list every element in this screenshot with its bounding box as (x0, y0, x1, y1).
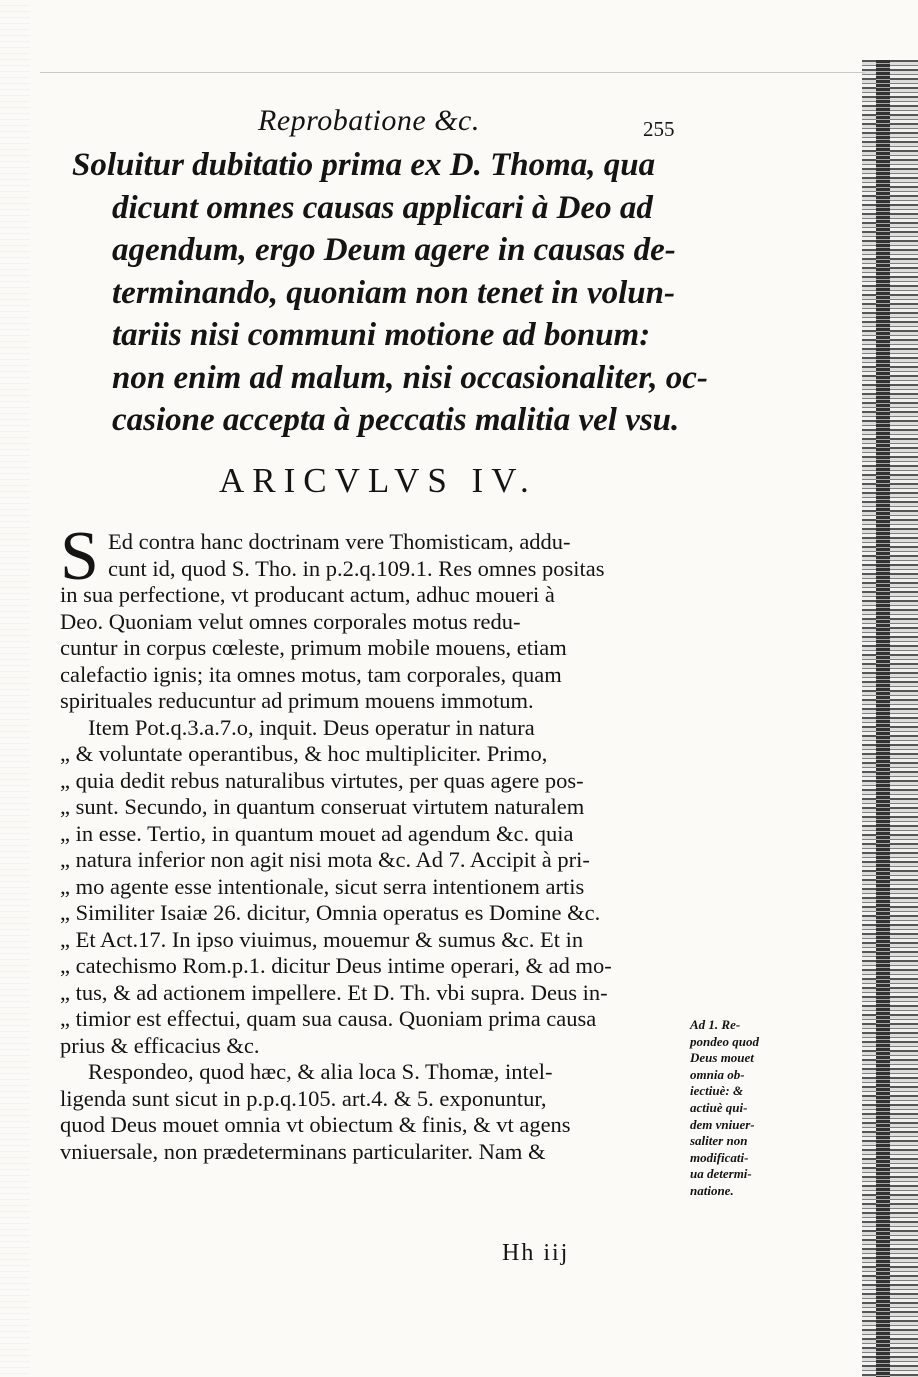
marginal-note-line: Ad 1. Re- (690, 1017, 741, 1032)
binding-gutter (862, 60, 918, 1377)
text-line: „ natura inferior non agit nisi mota &c. Ad 7. Accipit à pri- (60, 847, 590, 872)
text-line: „ Et Act.17. In ipso viuimus, mouemur & sumus &c. Et in (60, 926, 584, 952)
marginal-note-line: pondeo quod (690, 1033, 759, 1049)
signature-mark: Hh iij (502, 1240, 570, 1266)
text-line: cunt id, quod S. Tho. in p.2.q.109.1. Res omnes positas (108, 555, 605, 581)
page-number: 255 (643, 117, 675, 141)
text-line: Respondeo, quod hæc, & alia loca S. Thomæ, intel- (88, 1059, 553, 1084)
heading-line: tariis nisi communi motione ad bonum: (112, 317, 651, 353)
text-line: quod Deus mouet omnia vt obiectum & finis, & vt agens (60, 1112, 571, 1137)
text-line: calefactio ignis; ita omnes motus, tam corporales, quam (60, 661, 562, 687)
body-text (60, 518, 684, 1165)
text-line: „ catechismo Rom.p.1. dicitur Deus intime operari, & ad mo- (60, 953, 612, 978)
text-line: „ & voluntate operantibus, & hoc multipliciter. Primo, (60, 741, 548, 766)
marginal-note-line: Deus mouet (690, 1050, 754, 1066)
text-line: „ timior est effectui, quam sua causa. Quoniam prima causa (60, 1006, 597, 1031)
heading-line: terminando, quoniam non tenet in volun- (112, 274, 675, 311)
text-line: spirituales reducuntur ad primum mouens immotum. (60, 688, 534, 713)
text-line: „ mo agente esse intentionale, sicut serra intentionem artis (60, 873, 585, 899)
page-top-edge (40, 72, 865, 73)
marginal-note-line: modificati- (690, 1149, 749, 1165)
text-line: vniuersale, non prædeterminans particulariter. Nam & (60, 1138, 546, 1164)
marginal-note-line: iectiuè: & (690, 1083, 744, 1099)
text-line: Ed contra hanc doctrinam vere Thomisticam, addu- (108, 529, 571, 554)
drop-cap-initial: S (60, 518, 99, 595)
marginal-note-line: ua determi- (690, 1166, 752, 1182)
left-page-edge (0, 0, 30, 1377)
marginal-note-line: saliter non (690, 1133, 748, 1149)
text-line: „ tus, & ad actionem impellere. Et D. Th. vbi supra. Deus in- (60, 979, 608, 1005)
text-line: „ in esse. Tertio, in quantum mouet ad agendum &c. quia (60, 820, 574, 846)
text-line: in sua perfectione, vt producant actum, adhuc moueri à (60, 582, 555, 607)
marginal-note (690, 1017, 800, 1200)
marginal-note-line: actiuè qui- (690, 1099, 748, 1115)
text-line: „ Similiter Isaiæ 26. dicitur, Omnia operatus es Domine &c. (60, 900, 601, 925)
text-line: Deo. Quoniam velut omnes corporales motus redu- (60, 608, 521, 634)
marginal-note-line: natione. (690, 1182, 734, 1198)
heading-line: casione accepta à peccatis malitia vel vsu. (112, 402, 680, 438)
section-heading (72, 144, 712, 442)
heading-line: agendum, ergo Deum agere in causas de- (112, 232, 676, 268)
text-line: prius & efficacius &c. (60, 1032, 260, 1058)
heading-line: dicunt omnes causas applicari à Deo ad (112, 189, 653, 226)
marginal-note-line: omnia ob- (690, 1066, 745, 1082)
running-head: Reprobatione &c. (258, 104, 480, 137)
text-line: „ quia dedit rebus naturalibus virtutes, per quas agere pos- (60, 767, 584, 793)
article-title: ARICVLVS IV. (219, 461, 537, 500)
text-line: ligenda sunt sicut in p.p.q.105. art.4. & 5. exponuntur, (60, 1085, 547, 1111)
text-line: cuntur in corpus cœleste, primum mobile mouens, etiam (60, 635, 567, 660)
text-line: „ sunt. Secundo, in quantum conseruat virtutem naturalem (60, 794, 585, 819)
text-line: Item Pot.q.3.a.7.o, inquit. Deus operatur in natura (88, 714, 535, 740)
marginal-note-line: dem vniuer- (690, 1116, 755, 1132)
heading-line: Soluitur dubitatio prima ex D. Thoma, qua (72, 147, 656, 183)
heading-line: non enim ad malum, nisi occasionaliter, oc- (112, 359, 708, 396)
